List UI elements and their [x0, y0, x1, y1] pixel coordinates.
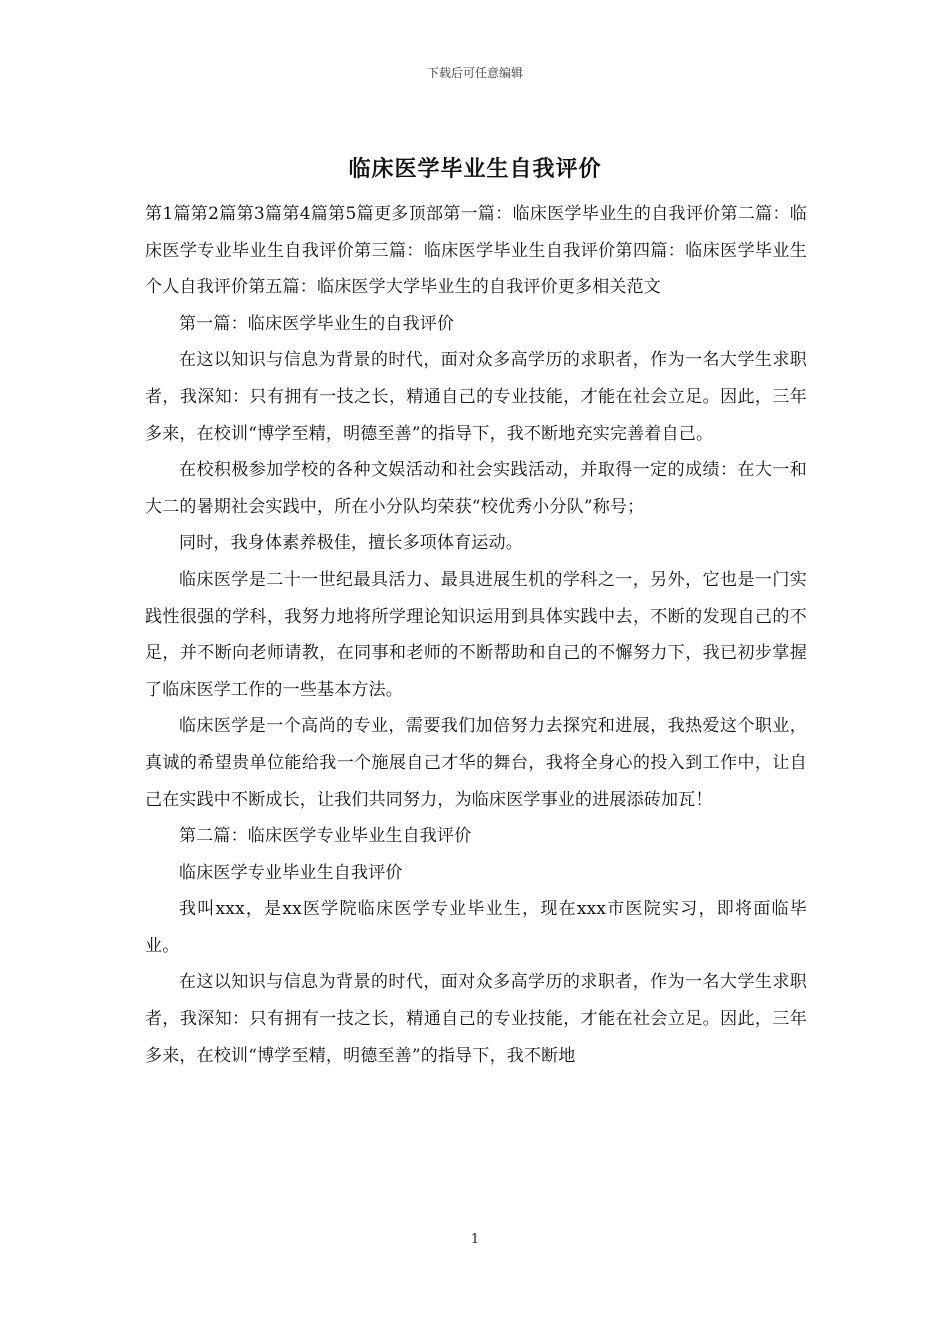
document-title: 临床医学毕业生自我评价 — [348, 157, 602, 182]
subsection-title: 临床医学专业毕业生自我评价 — [179, 862, 403, 883]
body-paragraph: 在这以知识与信息为背景的时代，面对众多高学历的求职者，作为一名大学生求职者，我深知：只有拥有一技之长，精通自己的专业技能，才能在社会立足。因此，三年多来，在校训“博学至精，明德至善”的指导下，我不断地充实完善着自己。 — [145, 350, 807, 444]
document-body — [145, 196, 807, 1074]
page-number: 1 — [470, 1232, 480, 1247]
section-heading-1: 第一篇：临床医学毕业生的自我评价 — [179, 313, 455, 334]
body-paragraph: 在校积极参加学校的各种文娱活动和社会实践活动，并取得一定的成绩：在大一和大二的暑期社会实践中，所在小分队均荣获“校优秀小分队”称号； — [145, 460, 807, 517]
body-paragraph: 同时，我身体素养极佳，擅长多项体育运动。 — [179, 533, 523, 554]
body-paragraph: 临床医学是一个高尚的专业，需要我们加倍努力去探究和进展，我热爱这个职业，真诚的希望贵单位能给我一个施展自己才华的舞台，我将全身心的投入到工作中，让自己在实践中不断成长，让我们共同努力，为临床医学事业的进展添砖加瓦！ — [145, 716, 807, 810]
page-header-note: 下载后可任意编辑 — [426, 66, 523, 80]
body-paragraph: 我叫xxx，是xx医学院临床医学专业毕业生，现在xxx市医院实习，即将面临毕业。 — [145, 899, 807, 956]
toc-paragraph: 第1篇第2篇第3篇第4篇第5篇更多顶部第一篇：临床医学毕业生的自我评价第二篇：临床医学专业毕业生自我评价第三篇：临床医学毕业生自我评价第四篇：临床医学毕业生个人自我评价第五篇：临床医学大学毕业生的自我评价更多相关范文 — [145, 204, 807, 298]
section-heading-2: 第二篇：临床医学专业毕业生自我评价 — [179, 826, 472, 847]
body-paragraph: 临床医学是二十一世纪最具活力、最具进展生机的学科之一，另外，它也是一门实践性很强的学科，我努力地将所学理论知识运用到具体实践中去，不断的发现自己的不足，并不断向老师请教，在同事和老师的不断帮助和自己的不懈努力下，我已初步掌握了临床医学工作的一些基本方法。 — [145, 569, 807, 700]
body-paragraph: 在这以知识与信息为背景的时代，面对众多高学历的求职者，作为一名大学生求职者，我深知：只有拥有一技之长，精通自己的专业技能，才能在社会立足。因此，三年多来，在校训“博学至精，明德至善”的指导下，我不断地 — [145, 972, 807, 1066]
